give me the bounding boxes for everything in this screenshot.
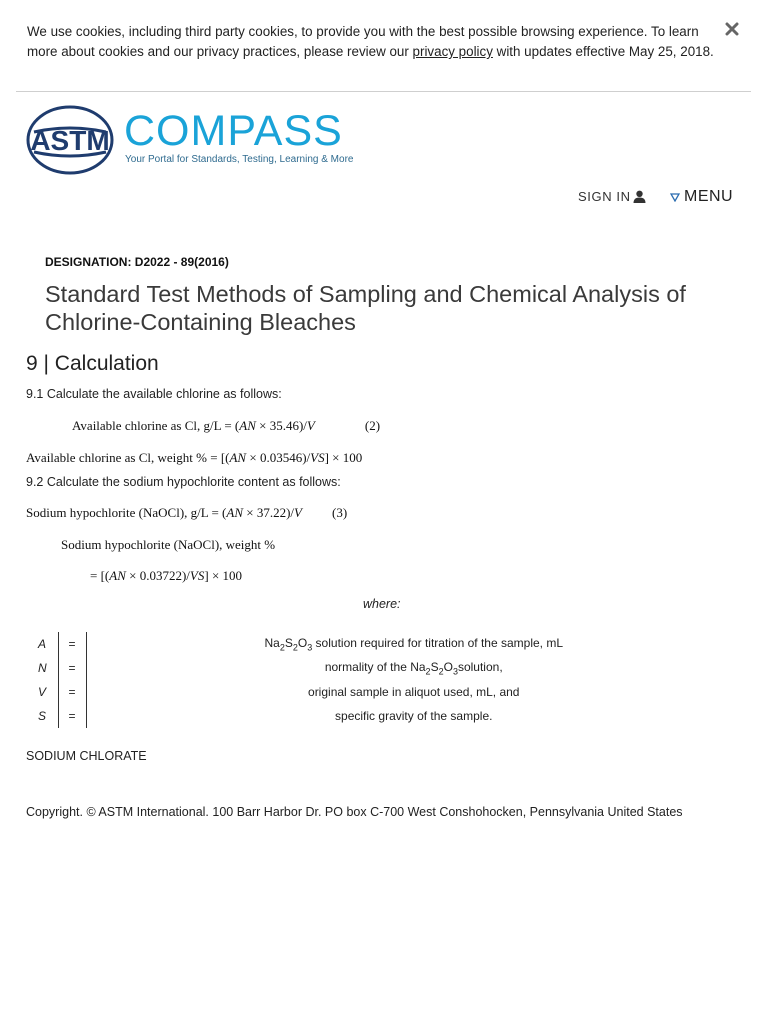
- equation-hypochlorite-weight: [90, 568, 242, 584]
- eqw-var-vs: VS: [310, 450, 325, 465]
- def-n-mid2: O: [443, 659, 453, 674]
- table-row: [26, 680, 741, 704]
- eq2-var-v: V: [306, 418, 315, 433]
- cookie-message: [27, 22, 727, 62]
- table-row: [26, 632, 741, 656]
- equation-2: [72, 418, 380, 434]
- def-a-sub2: 2: [292, 642, 298, 653]
- close-icon[interactable]: [725, 22, 739, 36]
- menu-label: MENU: [684, 188, 734, 205]
- def-a-mid2: O: [297, 635, 308, 650]
- eq4-var-an: AN: [109, 568, 126, 583]
- def-a-mid1: S: [284, 635, 293, 650]
- eq3-lhs: Sodium hypochlorite (NaOCl), g/L = (: [26, 505, 227, 520]
- eqw-mid: × 0.03546)/: [246, 450, 311, 465]
- def-n-post: solution,: [457, 659, 503, 674]
- equation-weight-cl: [26, 450, 362, 466]
- eq4-lhs: = [(: [90, 568, 110, 583]
- paragraph-9-2: 9.2 Calculate the sodium hypochlorite content as follows:: [26, 475, 341, 489]
- symbol-s: S: [38, 709, 47, 723]
- symbol-v: V: [38, 685, 47, 699]
- eq2-var-an: AN: [239, 418, 256, 433]
- eqw-lhs: Available chlorine as Cl, weight % = [(: [26, 450, 230, 465]
- copyright-footer: Copyright. © ASTM International. 100 Barr Harbor Dr. PO box C-700 West Conshohocken, Pennsylvania United States: [26, 805, 683, 819]
- table-row: [26, 704, 741, 728]
- equals-sign: =: [58, 680, 86, 704]
- user-icon: [633, 190, 646, 203]
- def-n-sub3: 3: [452, 666, 458, 677]
- eq3-mid: × 37.22)/: [243, 505, 295, 520]
- def-a-sub3: 3: [307, 642, 313, 653]
- where-label: where:: [363, 597, 401, 611]
- equals-sign: =: [58, 656, 86, 680]
- paragraph-9-1: 9.1 Calculate the available chlorine as follows:: [26, 387, 282, 401]
- def-a-sub1: 2: [279, 642, 285, 653]
- eq2-number: (2): [364, 418, 381, 433]
- definition-s: specific gravity of the sample.: [335, 709, 493, 723]
- symbol-n: N: [38, 661, 47, 675]
- eq3-var-v: V: [294, 505, 302, 520]
- eq2-mid: × 35.46)/: [255, 418, 307, 433]
- eq4-end: ] × 100: [204, 568, 243, 583]
- menu-button[interactable]: [670, 188, 733, 206]
- def-n-mid1: S: [430, 659, 439, 674]
- logo-text: ASTM: [30, 125, 110, 156]
- sign-in-label: SIGN IN: [578, 189, 631, 204]
- cookie-text-end: with updates effective May 25, 2018.: [492, 44, 714, 59]
- privacy-policy-link[interactable]: privacy policy: [412, 44, 493, 59]
- def-a-post: solution required for titration of the sample, mL: [312, 635, 564, 650]
- cookie-text-start: We use cookies, including third party cookies, to provide you with the best possible browsing experience. To learn more about cookies and our privacy practices, please review our: [27, 24, 699, 59]
- triangle-down-icon: [670, 193, 680, 202]
- compass-brand[interactable]: COMPASS: [124, 107, 343, 155]
- equation-hypochlorite-weight-label: Sodium hypochlorite (NaOCl), weight %: [61, 537, 276, 552]
- definition-v: original sample in aliquot used, mL, and: [308, 685, 520, 699]
- cookie-banner: [16, 18, 751, 92]
- eqw-end: ] × 100: [324, 450, 363, 465]
- equals-sign: =: [58, 632, 86, 656]
- equation-3: [26, 505, 347, 521]
- eq4-var-vs: VS: [189, 568, 205, 583]
- sign-in-link[interactable]: [578, 189, 646, 204]
- table-row: [26, 656, 741, 680]
- def-n-sub1: 2: [425, 666, 431, 677]
- eq3-var-an: AN: [226, 505, 244, 520]
- section-heading: 9 | Calculation: [26, 352, 159, 375]
- equals-sign: =: [58, 704, 86, 728]
- eqw-var-an: AN: [229, 450, 247, 465]
- tagline: Your Portal for Standards, Testing, Learning & More: [125, 154, 354, 165]
- eq4-mid: × 0.03722)/: [125, 568, 190, 583]
- def-n-sub2: 2: [438, 666, 444, 677]
- def-a-pre: Na: [264, 635, 280, 650]
- definition-a: [86, 632, 741, 656]
- eq2-lhs: Available chlorine as Cl, g/L = (: [72, 418, 240, 433]
- eq3-number: (3): [332, 505, 348, 520]
- symbol-a: A: [38, 637, 47, 651]
- designation: DESIGNATION: D2022 - 89(2016): [45, 255, 229, 269]
- sodium-chlorate-heading: SODIUM CHLORATE: [26, 749, 147, 763]
- definitions-table: [26, 632, 741, 728]
- document-title: Standard Test Methods of Sampling and Chemical Analysis of Chlorine-Containing Bleaches: [45, 281, 686, 335]
- definition-n: [86, 656, 741, 680]
- def-n-pre: normality of the Na: [324, 659, 426, 674]
